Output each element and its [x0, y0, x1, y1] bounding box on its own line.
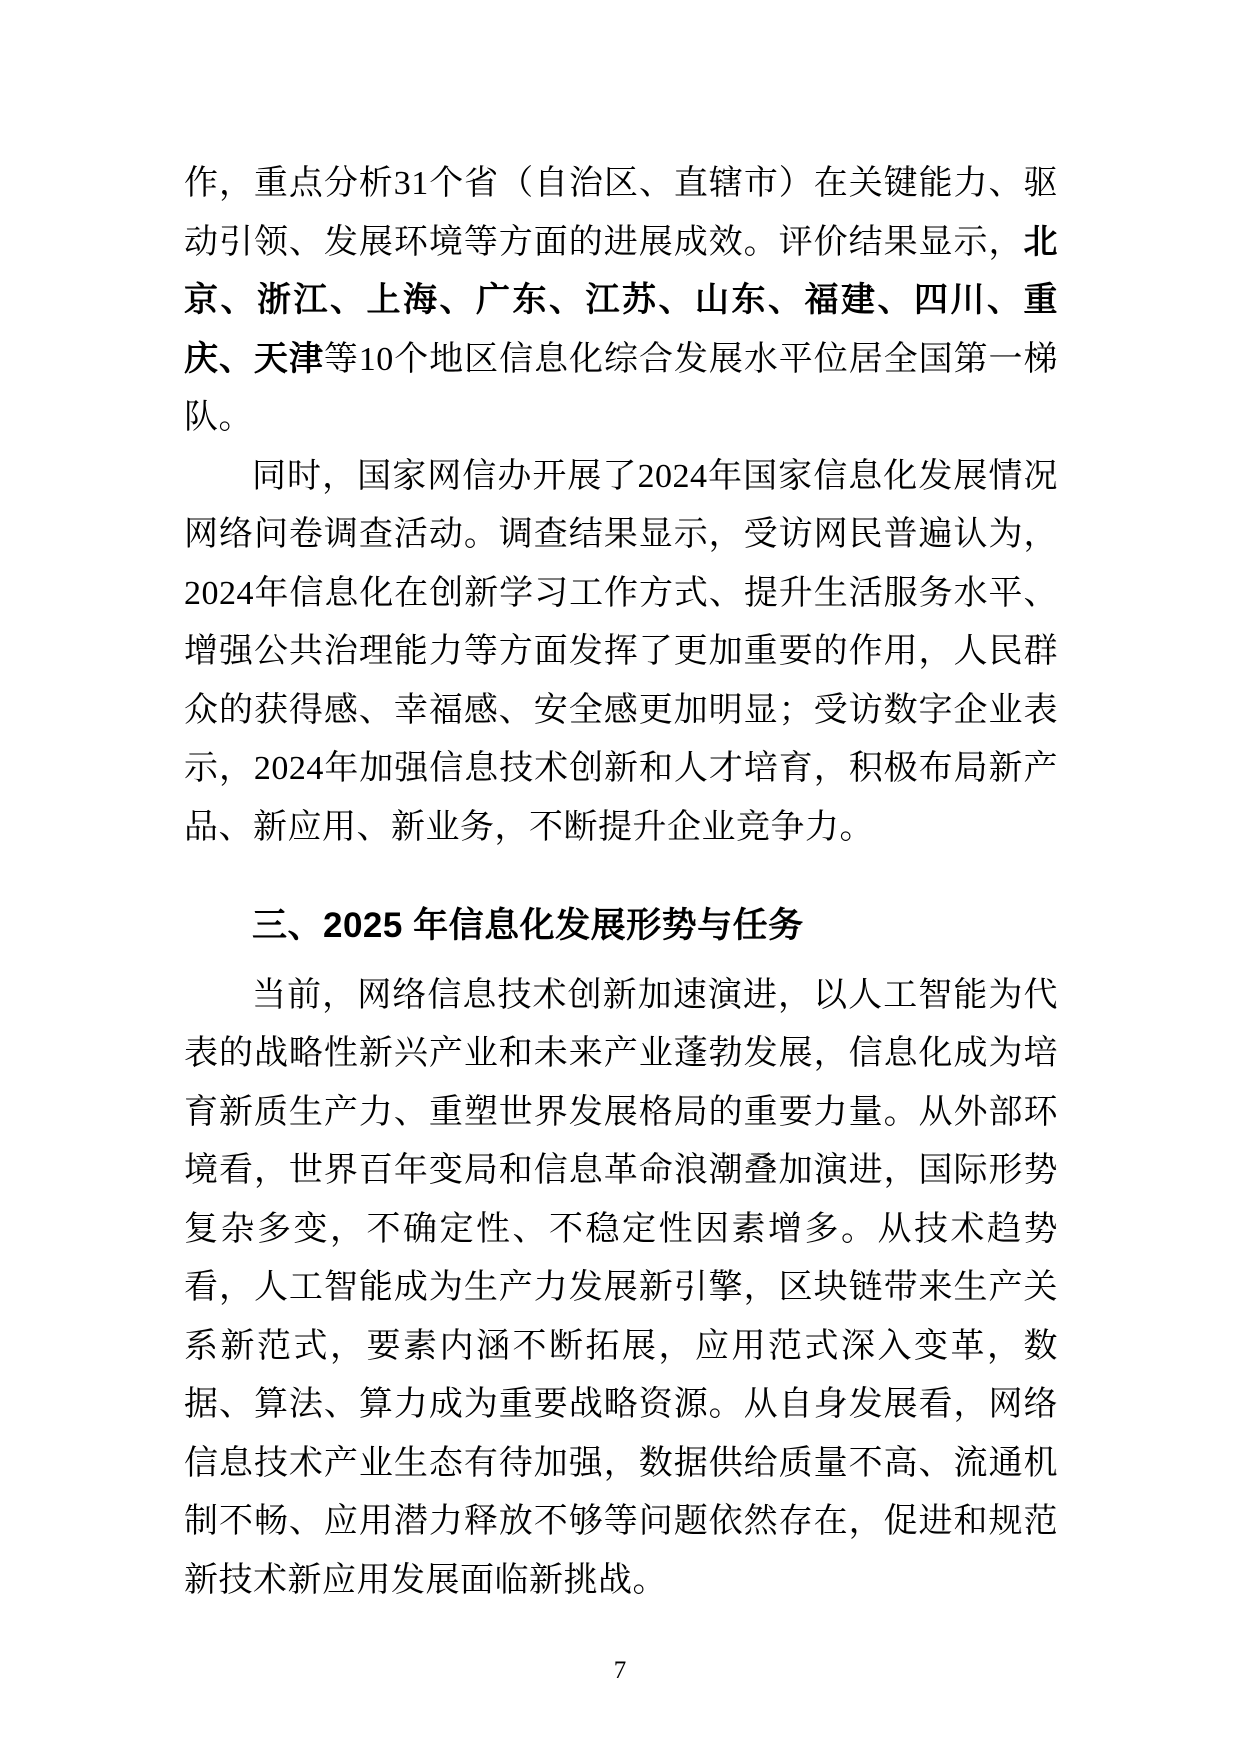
text-run: 同时，国家网信办开展了2024年国家信息化发展情况网络问卷调查活动。调查结果显示，受访网民普遍认为，2024年信息化在创新学习工作方式、提升生活服务水平、增强公共治理能力等方面发挥了更加重要的作用，人民群众的获得感、幸福感、安全感更加明显；受访数字企业表示，2024年加强信息技术创新和人才培育，积极布局新产品、新应用、新业务，不断提升企业竞争力。	[184, 457, 1058, 846]
section-heading	[184, 897, 1058, 956]
body-paragraph	[184, 448, 1058, 858]
body-paragraph	[184, 967, 1058, 1611]
bold-text-run: 北京、浙江、上海、广东、江苏、山东、福建、四川、重庆、天津	[184, 223, 1058, 378]
bold-text-run: 三、2025 年信息化发展形势与任务	[252, 906, 804, 945]
body-paragraph	[184, 155, 1058, 448]
text-run: 当前，网络信息技术创新加速演进，以人工智能为代表的战略性新兴产业和未来产业蓬勃发展，信息化成为培育新质生产力、重塑世界发展格局的重要力量。从外部环境看，世界百年变局和信息革命浪潮叠加演进，国际形势复杂多变，不确定性、不稳定性因素增多。从技术趋势看，人工智能成为生产力发展新引擎，区块链带来生产关系新范式，要素内涵不断拓展，应用范式深入变革，数据、算法、算力成为重要战略资源。从自身发展看，网络信息技术产业生态有待加强，数据供给质量不高、流通机制不畅、应用潜力释放不够等问题依然存在，促进和规范新技术新应用发展面临新挑战。	[184, 976, 1058, 1599]
page-number: 7	[613, 1657, 627, 1684]
page-content	[184, 155, 1058, 1610]
text-run: 作，重点分析31个省（自治区、直辖市）在关键能力、驱动引领、发展环境等方面的进展成效。评价结果显示，	[184, 165, 1058, 261]
text-run: 等10个地区信息化综合发展水平位居全国第一梯队。	[184, 340, 1059, 436]
